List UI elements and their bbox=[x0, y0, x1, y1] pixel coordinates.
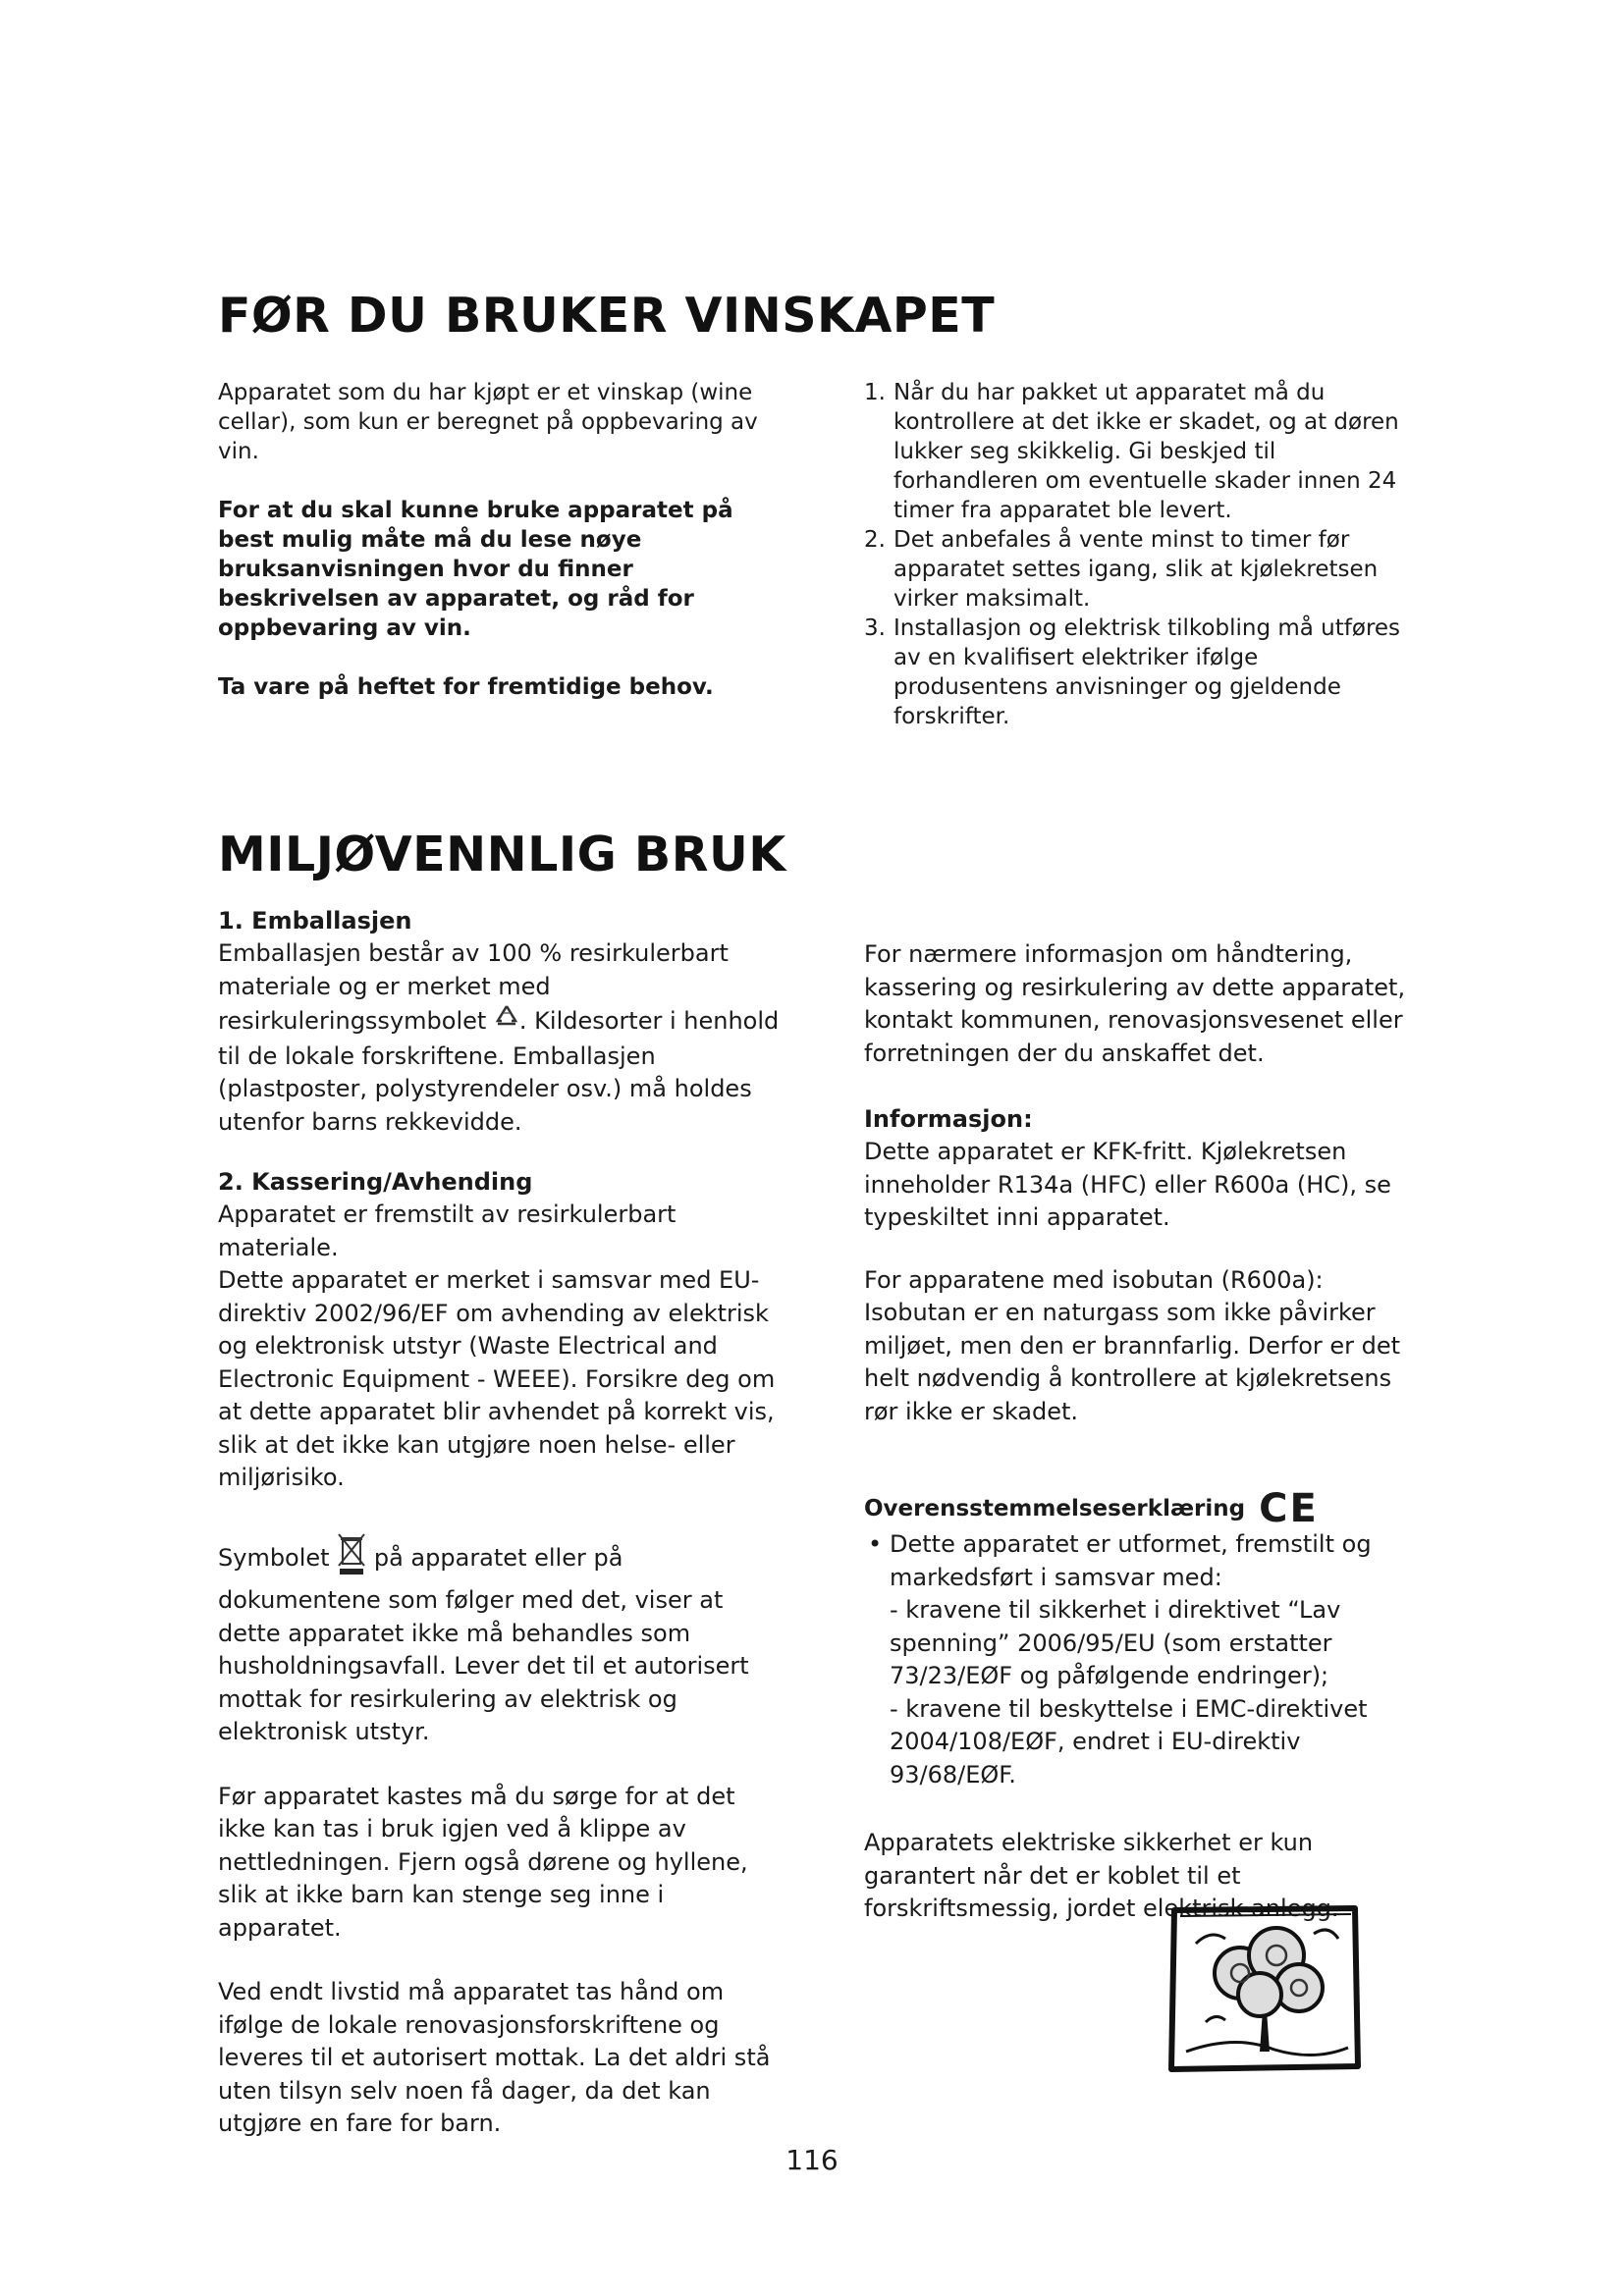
disposal-para4: Ved endt livstid må apparatet tas hånd om ifølge de lokale renovasjonsforskriftene og leveres til et autorisert mottak. La det aldri stå uten tilsyn selv noen få dager, da det kan utgjøre en fare for barn. bbox=[218, 1978, 771, 2137]
list-item: - kravene til sikkerhet i direktivet “Lav spenning” 2006/95/EU (som erstatter 73/23/EØF og påfølgende endringer); bbox=[890, 1596, 1341, 1689]
disposal-para1: Apparatet er fremstilt av resirkulerbart materiale. bbox=[218, 1201, 677, 1261]
section1-left-column bbox=[218, 378, 768, 702]
recycling-icon bbox=[494, 1003, 519, 1041]
isobutane-paragraph: For apparatene med isobutan (R600a): Isobutan er en naturgass som ikke påvirker miljøet, men den er brannfarlig. Derfor er det helt nødvendig å kontrollere at kjølekretsens rør ikke er skadet. bbox=[864, 1265, 1401, 1425]
weee-bin-icon bbox=[337, 1532, 366, 1585]
list-item: 1. Når du har pakket ut apparatet må du kontrollere at det ikke er skadet, og at døren lukker seg skikkelig. Gi beskjed til forhandleren om eventuelle skader innen 24 timer fra apparatet ble levert. bbox=[864, 380, 1399, 523]
contact-paragraph: For nærmere informasjon om håndtering, kassering og resirkulering av dette apparatet, kontakt kommunen, renovasjonsvesenet eller forretningen der du anskaffet det. bbox=[864, 940, 1406, 1067]
conformity-header bbox=[864, 1486, 1414, 1531]
section2-left-column bbox=[218, 905, 787, 2141]
disposal-para2: Dette apparatet er merket i samsvar med EU-direktiv 2002/96/EF om avhending av elektrisk og elektronisk utstyr (Waste Electrical and Electronic Equipment - WEEE). Forsikre deg om at dette apparatet blir avhendet på korrekt vis, slik at det ikke kan utgjøre noen helse- eller miljørisiko. bbox=[218, 1266, 776, 1491]
packaging-text: Emballasjen består av 100 % resirkulerbart materiale og er merket med resirkuleringssymbolet . Kildesorter i henhold til de lokale forskriftene. Emballasjen (plastposter, polystyrendeler osv.) må holdes utenfor barns rekkevidde. bbox=[218, 939, 780, 1136]
info-heading: Informasjon: bbox=[864, 1105, 1033, 1133]
setup-steps-list bbox=[864, 378, 1419, 731]
list-item: 3. Installasjon og elektrisk tilkobling må utføres av en kvalifisert elektriker ifølge produsentens anvisninger og gjeldende forskrifter. bbox=[864, 615, 1401, 729]
list-item: 2. Det anbefales å vente minst to timer før apparatet settes igang, slik at kjølekretsen virker maksimalt. bbox=[864, 527, 1379, 612]
ce-mark-icon: CE bbox=[1259, 1486, 1319, 1531]
section-title-before-use: FØR DU BRUKER VINSKAPET bbox=[218, 288, 996, 344]
conformity-list bbox=[864, 1528, 1414, 1791]
packaging-heading: 1. Emballasjen bbox=[218, 907, 412, 934]
electrical-safety-paragraph: Apparatets elektriske sikkerhet er kun garantert når det er koblet til et forskriftsmessig, jordet elektrisk anlegg. bbox=[864, 1829, 1339, 1922]
info-text: Dette apparatet er KFK-fritt. Kjølekretsen inneholder R134a (HFC) eller R600a (HC), se typeskiltet inni apparatet. bbox=[864, 1138, 1391, 1231]
section2-right-column bbox=[864, 938, 1414, 1926]
conformity-heading: Overensstemmelseserklæring bbox=[864, 1495, 1246, 1522]
disposal-para3: Før apparatet kastes må du sørge for at det ikke kan tas i bruk igjen ved å klippe av nettledningen. Fjern også dørene og hyllene, slik at ikke barn kan stenge seg inne i apparatet. bbox=[218, 1782, 748, 1942]
list-item: - kravene til beskyttelse i EMC-direktivet 2004/108/EØF, endret i EU-direktiv 93/68/EØF. bbox=[890, 1694, 1368, 1789]
page-number: 116 bbox=[785, 2144, 839, 2176]
intro-paragraph: Apparatet som du har kjøpt er et vinskap (wine cellar), som kun er beregnet på oppbevaring av vin. bbox=[218, 380, 758, 464]
list-item: • Dette apparatet er utformet, fremstilt og markedsført i samsvar med: bbox=[868, 1530, 1372, 1591]
weee-symbol-text: Symbolet på apparatet eller på dokumentene som følger med det, viser at dette apparatet ikke må behandles som husholdningsavfall. Lever det til et autorisert mottak for resirkulering av elektrisk og elektronisk utstyr. bbox=[218, 1532, 787, 1749]
tree-eco-icon bbox=[1166, 1904, 1363, 2077]
keep-booklet-note: Ta vare på heftet for fremtidige behov. bbox=[218, 674, 714, 700]
disposal-heading: 2. Kassering/Avhending bbox=[218, 1168, 533, 1196]
read-manual-note: For at du skal kunne bruke apparatet på best mulig måte må du lese nøye bruksanvisningen hvor du finner beskrivelsen av apparatet, og råd for oppbevaring av vin. bbox=[218, 498, 733, 641]
section-title-eco: MILJØVENNLIG BRUK bbox=[218, 827, 786, 882]
